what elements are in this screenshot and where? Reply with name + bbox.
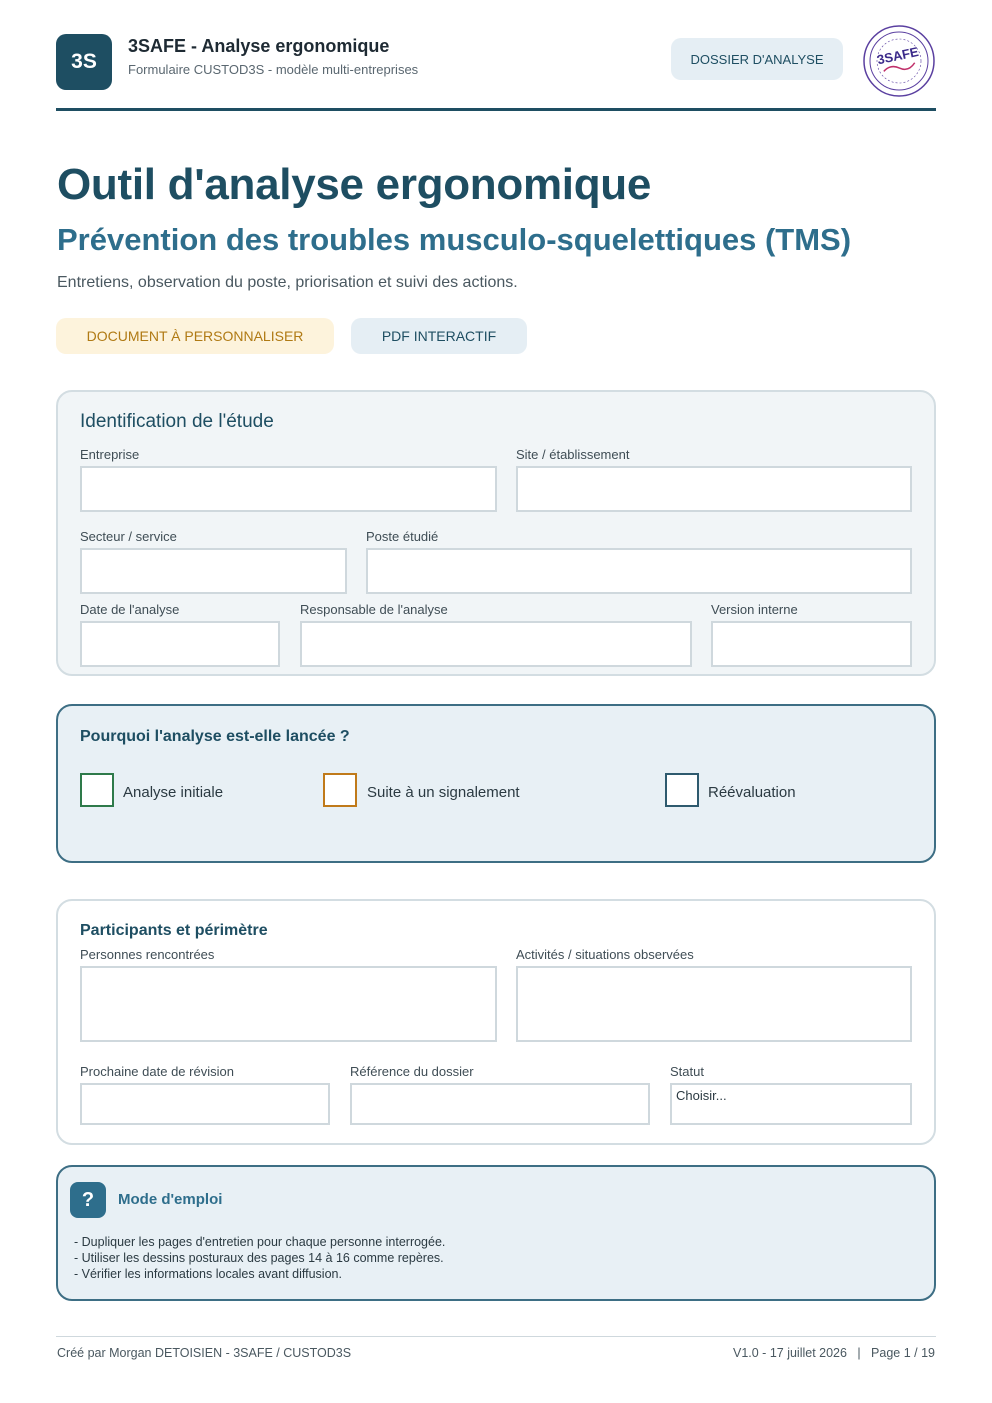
footer-credit: Créé par Morgan DETOISIEN - 3SAFE / CUSTOD3S [57,1346,352,1360]
checkbox-label-analyse-initiale: Analyse initiale [123,784,224,801]
checkbox-label-signalement: Suite à un signalement [367,784,520,801]
field-label-date: Date de l'analyse [80,602,180,617]
page-intro: Entretiens, observation du poste, priorisation et suivi des actions. [57,274,518,291]
help-item: - Utiliser les dessins posturaux des pages 14 à 16 comme repères. [74,1251,444,1265]
field-label-reference: Référence du dossier [350,1064,474,1079]
field-label-responsable: Responsable de l'analyse [300,602,448,617]
site-field[interactable] [516,466,912,512]
responsable-field[interactable] [300,621,692,667]
revision-date-field[interactable] [80,1083,330,1125]
secteur-field[interactable] [80,548,347,594]
question-icon: ? [70,1182,106,1218]
page-title: Outil d'analyse ergonomique [57,160,652,209]
field-label-statut: Statut [670,1064,704,1079]
help-title: Mode d'emploi [118,1191,223,1208]
help-item: - Dupliquer les pages d'entretien pour chaque personne interrogée. [74,1235,446,1249]
date-analyse-field[interactable] [80,621,280,667]
identification-title: Identification de l'étude [80,411,274,432]
field-label-activites: Activités / situations observées [516,947,694,962]
dossier-badge: DOSSIER D'ANALYSE [671,38,843,80]
brand-logo: 3S [56,34,112,90]
field-label-poste: Poste étudié [366,529,439,544]
field-label-revision: Prochaine date de révision [80,1064,234,1079]
reason-title: Pourquoi l'analyse est-elle lancée ? [80,728,350,745]
personnes-field[interactable] [80,966,497,1042]
page-subtitle: Prévention des troubles musculo-squelettiques (TMS) [57,222,852,257]
field-label-personnes: Personnes rencontrées [80,947,215,962]
poste-field[interactable] [366,548,912,594]
statut-select[interactable]: Choisir... [670,1083,912,1125]
field-label-version: Version interne [711,602,798,617]
company-seal-icon [862,24,936,98]
tag-document-personnaliser: DOCUMENT À PERSONNALISER [56,318,334,354]
checkbox-analyse-initiale[interactable] [80,773,114,807]
help-list [74,1234,445,1282]
checkbox-signalement[interactable] [323,773,357,807]
tag-pdf-interactif: PDF INTERACTIF [351,318,527,354]
checkbox-reevaluation[interactable] [665,773,699,807]
activites-field[interactable] [516,966,912,1042]
field-label-site: Site / établissement [516,447,630,462]
footer-divider [56,1336,936,1337]
header-divider [56,108,936,111]
brand-title: 3SAFE - Analyse ergonomique [128,36,390,56]
version-field[interactable] [711,621,912,667]
svg-text:3SAFE: 3SAFE [875,43,920,68]
help-item: - Vérifier les informations locales avant diffusion. [74,1267,342,1281]
checkbox-label-reevaluation: Réévaluation [708,784,796,801]
participants-title: Participants et périmètre [80,922,268,939]
footer-version-page: V1.0 - 17 juillet 2026 | Page 1 / 19 [733,1346,935,1360]
entreprise-field[interactable] [80,466,497,512]
field-label-secteur: Secteur / service [80,529,177,544]
reference-field[interactable] [350,1083,650,1125]
brand-subtitle: Formulaire CUSTOD3S - modèle multi-entreprises [128,62,419,77]
field-label-entreprise: Entreprise [80,447,140,462]
